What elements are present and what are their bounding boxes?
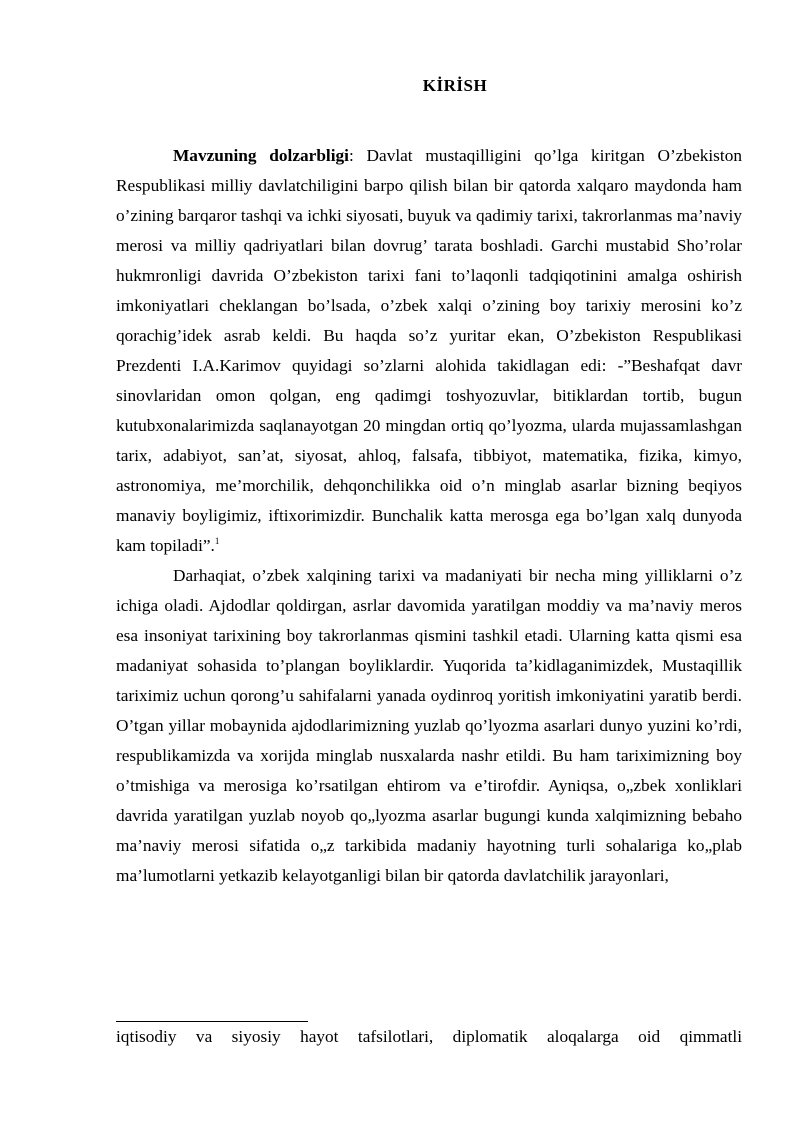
page-title: KİRİSH [422, 76, 488, 95]
paragraph-lead-colon: : [348, 146, 354, 165]
paragraph-history [116, 561, 742, 891]
footnote-reference: 1 [214, 536, 220, 547]
paragraph-continuation: iqtisodiy va siyosiy hayot tafsilotlari, diplomatik aloqalarga oid qimmatli [116, 1027, 742, 1046]
paragraph-text: Davlat mustaqilligini qo’lga kiritgan O’zbekiston Respublikasi milliy davlatchiligini barpo qilish bilan bir qatorda xalqaro maydonda ham o’zining barqaror tashqi va ichki siyosati, buyuk va qadimiy tarixi, takrorlanmas ma’naviy merosi va milliy qadriyatlari bilan dovrug’ tarata boshladi. Garchi mustabid Sho’rolar hukmronligi davrida O’zbekiston tarixi fani to’laqonli tadqiqotinini amalga oshirish imkoniyatlari cheklangan bo’lsada, o’zbek xalqi o’zining boy tarixiy merosini ko’z qorachig’idek asrab keldi. Bu haqda so’z yuritar ekan, O’zbekiston Respublikasi Prezdenti I.A.Karimov quyidagi so’zlarni alohida takidlagan edi: -”Beshafqat davr sinovlaridan omon qolgan, eng qadimgi toshyozuvlar, bitiklardan tortib, bugun kutubxonalarimizda saqlanayotgan 20 mingdan ortiq qo’lyozma, ularda mujassamlashgan tarix, adabiyot, san’at, siyosat, ahloq, falsafa, tibbiyot, matematika, fizika, kimyo, astronomiya, me’morchilik, dehqonchilikka oid o’n minglab asarlar bizning beqiyos manaviy boyligimiz, iftixorimizdir. Bunchalik katta merosga ega bo’lgan xalq dunyoda kam topiladi”. [116, 146, 742, 555]
paragraph-relevance [116, 141, 742, 561]
document-body [116, 141, 742, 891]
paragraph-lead: Mavzuning dolzarbligi [173, 146, 349, 165]
paragraph-text: Darhaqiat, o’zbek xalqining tarixi va madaniyati bir necha ming yilliklarni o’z ichiga oladi. Ajdodlar qoldirgan, asrlar davomida yaratilgan moddiy va ma’naviy meros esa insoniyat tarixining boy takrorlanmas qismini tashkil etadi. Ularning katta qismi esa madaniyat sohasida to’plangan boyliklardir. Yuqorida ta’kidlaganimizdek, Mustaqillik tariximiz uchun qorong’u sahifalarni yanada oydinroq yoritish imkoniyatini yaratib berdi. O’tgan yillar mobaynida ajdodlarimizning yuzlab qo’lyozma asarlari dunyo yuzini ko’rdi, respublikamizda va xorijda minglab nusxalarda nashr etildi. Bu ham tariximizning boy o’tmishiga va merosiga ko’rsatilgan ehtirom va e’tirofdir. Ayniqsa, o„zbek xonliklari davrida yaratilgan yuzlab noyob qo„lyozma asarlar bugungi kunda xalqimizning bebaho ma’naviy merosi sifatida o„z tarkibida madaniy hayotning turli sohalariga ko„plab ma’lumotlarni yetkazib kelayotganligi bilan bir qatorda davlatchilik jarayonlari, [116, 566, 742, 885]
